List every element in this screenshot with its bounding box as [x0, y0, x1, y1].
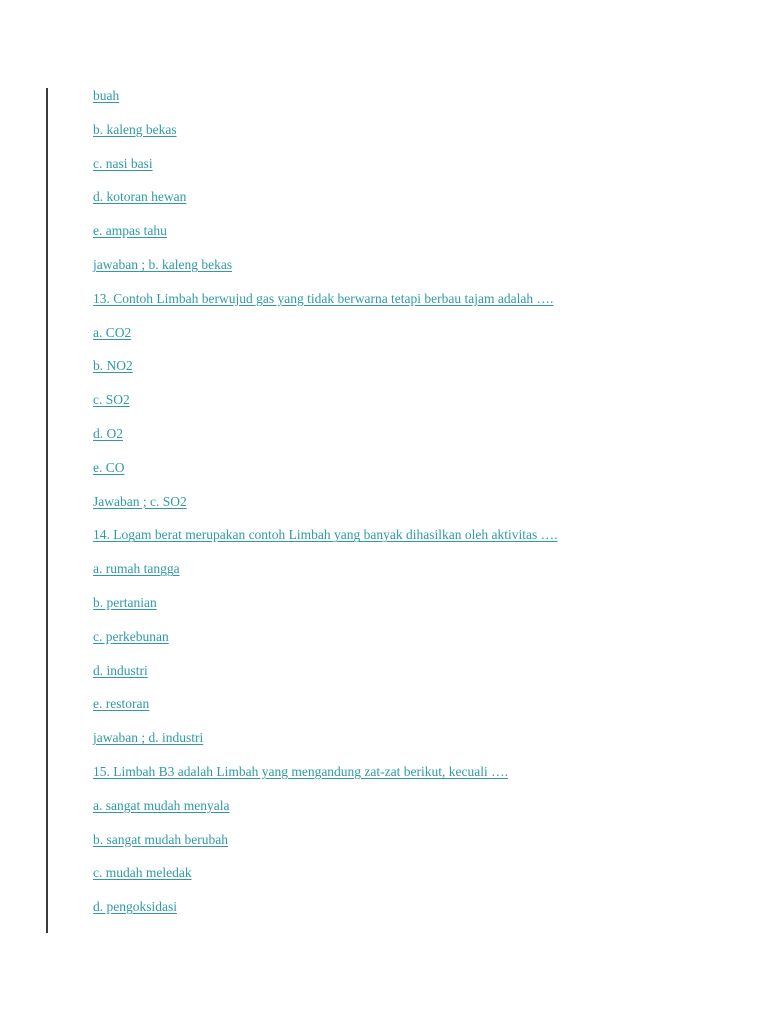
- text-line: [93, 592, 733, 626]
- answer-link[interactable]: jawaban ; d. industri: [93, 730, 204, 746]
- text-line: [93, 322, 733, 356]
- text-line: [93, 761, 733, 795]
- option-link[interactable]: a. CO2: [93, 324, 132, 340]
- text-line: [93, 254, 733, 288]
- answer-link[interactable]: Jawaban ; c. SO2: [93, 493, 187, 509]
- text-line: [93, 355, 733, 389]
- text-line: [93, 186, 733, 220]
- text-line: [93, 423, 733, 457]
- text-link[interactable]: buah: [93, 88, 120, 103]
- option-link[interactable]: d. pengoksidasi: [93, 899, 177, 915]
- page-margin-rule: [46, 88, 48, 933]
- option-link[interactable]: d. industri: [93, 662, 148, 678]
- text-line: [93, 491, 733, 525]
- option-link[interactable]: b. sangat mudah berubah: [93, 831, 228, 847]
- option-link[interactable]: b. NO2: [93, 358, 133, 374]
- option-link[interactable]: e. CO: [93, 459, 125, 475]
- text-line: [93, 727, 733, 761]
- option-link[interactable]: e. restoran: [93, 696, 150, 712]
- text-line: [93, 626, 733, 660]
- text-line: [93, 220, 733, 254]
- option-link[interactable]: a. rumah tangga: [93, 561, 180, 577]
- text-link[interactable]: c. nasi basi: [93, 155, 153, 171]
- option-link[interactable]: c. mudah meledak: [93, 865, 192, 881]
- text-line: [93, 829, 733, 863]
- quiz-text-body: [93, 85, 733, 930]
- text-link[interactable]: d. kotoran hewan: [93, 189, 187, 205]
- text-line: [93, 693, 733, 727]
- text-line: [93, 660, 733, 694]
- text-line: [93, 153, 733, 187]
- text-line: [93, 288, 733, 322]
- question-link[interactable]: 14. Logam berat merupakan contoh Limbah yang banyak dihasilkan oleh aktivitas ….: [93, 527, 558, 543]
- option-link[interactable]: a. sangat mudah menyala: [93, 797, 230, 813]
- text-line: [93, 119, 733, 153]
- option-link[interactable]: c. SO2: [93, 392, 130, 408]
- text-line: [93, 862, 733, 896]
- question-link[interactable]: 13. Contoh Limbah berwujud gas yang tidak berwarna tetapi berbau tajam adalah ….: [93, 290, 554, 306]
- text-link[interactable]: e. ampas tahu: [93, 223, 167, 239]
- text-line: [93, 524, 733, 558]
- text-line: [93, 457, 733, 491]
- text-line: [93, 558, 733, 592]
- question-link[interactable]: 15. Limbah B3 adalah Limbah yang mengandung zat-zat berikut, kecuali ….: [93, 763, 508, 779]
- option-link[interactable]: b. pertanian: [93, 594, 157, 610]
- option-link[interactable]: d. O2: [93, 425, 123, 441]
- text-line: [93, 389, 733, 423]
- option-link[interactable]: c. perkebunan: [93, 628, 169, 644]
- text-line: [93, 795, 733, 829]
- text-line: [93, 85, 733, 119]
- answer-link[interactable]: jawaban ; b. kaleng bekas: [93, 256, 233, 272]
- text-line: [93, 896, 733, 930]
- text-link[interactable]: b. kaleng bekas: [93, 121, 177, 137]
